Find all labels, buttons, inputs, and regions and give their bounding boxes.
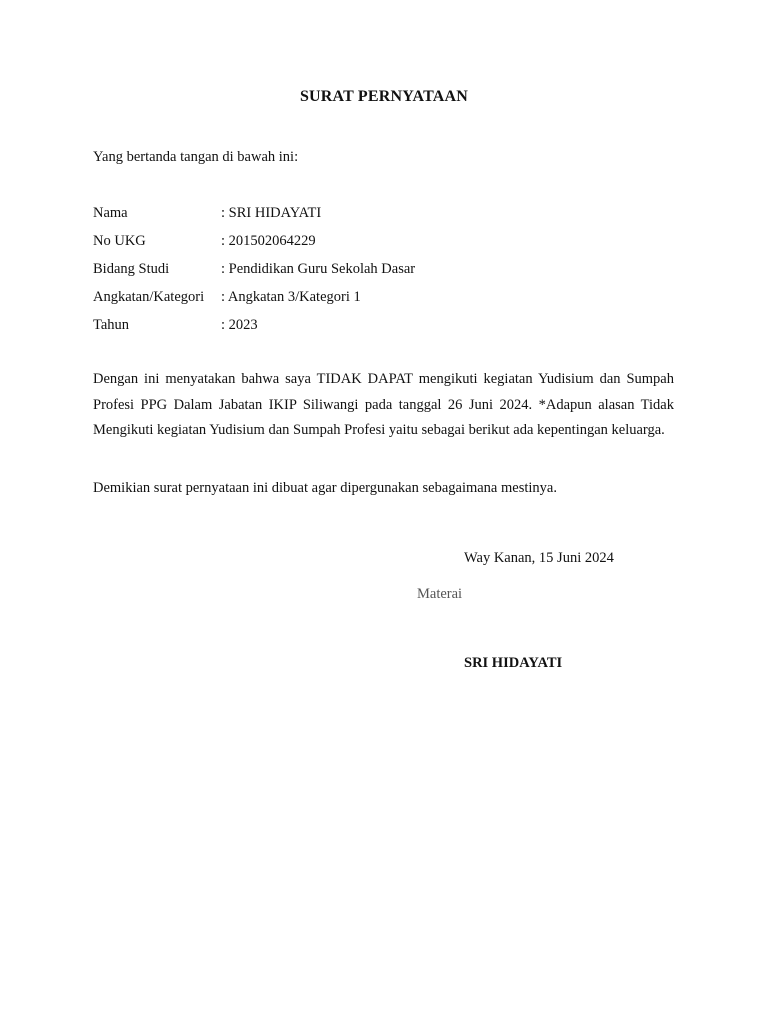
field-label: Tahun: [93, 317, 130, 333]
field-no-ukg: [93, 231, 693, 251]
field-value: : Pendidikan Guru Sekolah Dasar: [221, 261, 416, 277]
closing-text: Demikian surat pernyataan ini dibuat agar dipergunakan sebagaimana mestinya.: [93, 480, 557, 496]
field-tahun: [93, 315, 693, 335]
field-bidang-studi: [93, 259, 693, 279]
field-label: Nama: [93, 205, 128, 221]
statement-paragraph: Dengan ini menyatakan bahwa saya TIDAK DAPAT mengikuti kegiatan Yudisium dan Sumpah Profesi PPG Dalam Jabatan IKIP Siliwangi pada tanggal 26 Juni 2024. *Adapun alasan Tidak Mengikuti kegiatan Yudisium dan Sumpah Profesi yaitu sebagai berikut ada kepentingan keluarga.: [93, 371, 674, 438]
field-nama: [93, 203, 693, 223]
field-angkatan-kategori: [93, 287, 693, 307]
field-value: : 201502064229: [221, 233, 316, 249]
field-value: : 2023: [221, 317, 258, 333]
field-value: : SRI HIDAYATI: [221, 205, 322, 221]
field-label: Angkatan/Kategori: [93, 289, 205, 305]
signer-name: SRI HIDAYATI: [464, 655, 563, 671]
field-label: No UKG: [93, 233, 146, 249]
place-date: Way Kanan, 15 Juni 2024: [464, 550, 614, 566]
intro-text: Yang bertanda tangan di bawah ini:: [93, 149, 299, 165]
field-label: Bidang Studi: [93, 261, 170, 277]
materai-stamp-label: Materai: [417, 586, 463, 602]
field-value: : Angkatan 3/Kategori 1: [221, 289, 361, 305]
document-title: SURAT PERNYATAAN: [299, 88, 469, 105]
